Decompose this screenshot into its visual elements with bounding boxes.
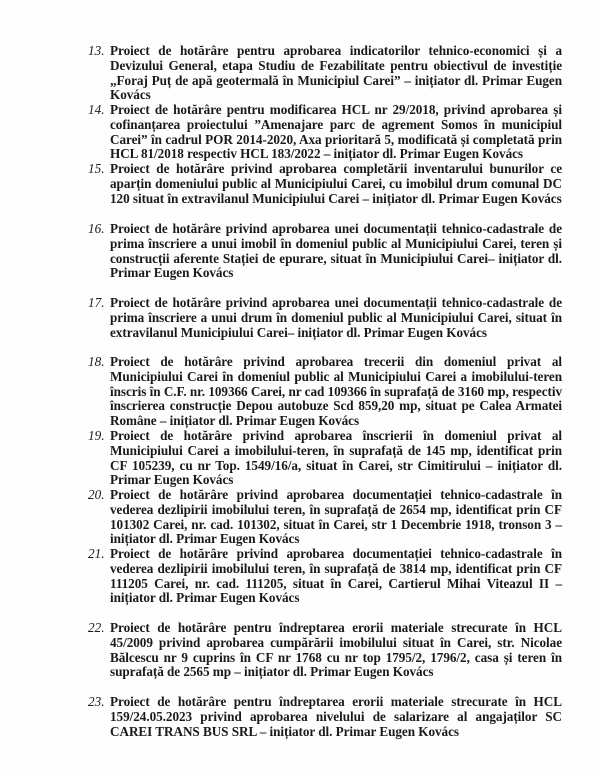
agenda-item-22	[88, 621, 562, 680]
agenda-item-19	[88, 429, 562, 488]
agenda-item-16	[88, 222, 562, 281]
item-text: Proiect de hotărâre privind aprobarea înscrierii în domeniul privat al Municipiului Carei a imobilului-teren, în suprafață de 145 mp, identificat prin CF 105239, cu nr Top. 1549/16/a, situat în Carei, str Cimitirului – inițiator dl. Primar Eugen Kovács	[110, 428, 562, 488]
item-number: 21.	[88, 546, 105, 561]
item-number: 23.	[88, 694, 105, 709]
item-text: Proiect de hotărâre privind aprobarea completării inventarului bunurilor ce aparțin domeniului public al Municipiului Carei, cu imobilul drum comunal DC 120 situat în extravilanul Municipiului Carei – inițiator dl. Primar Eugen Kovács	[110, 161, 562, 206]
item-number: 20.	[88, 487, 105, 502]
item-text: Proiect de hotărâre privind aprobarea documentației tehnico-cadastrale în vederea dezlipirii imobilului teren, în suprafață de 2654 mp, identificat prin CF 101302 Carei, nr. cad. 101302, situat în Carei, str 1 Decembrie 1918, tronson 3 – inițiator dl. Primar Eugen Kovács	[110, 487, 562, 547]
item-text: Proiect de hotărâre privind aprobarea unei documentații tehnico-cadastrale de prima înscriere a unui imobil în domeniul public al Municipiului Carei, teren și construcții aferente Stației de epurare, situat în Municipiului Carei– inițiator dl. Primar Eugen Kovács	[110, 221, 562, 281]
item-number: 18.	[88, 354, 105, 369]
item-number: 16.	[88, 221, 105, 236]
agenda-item-17	[88, 296, 562, 340]
item-number: 19.	[88, 428, 105, 443]
item-number: 14.	[88, 102, 105, 117]
item-text: Proiect de hotărâre privind aprobarea unei documentații tehnico-cadastrale de prima înscriere a unui drum în domeniul public al Municipiului Carei, situat în extravilanul Municipiului Carei– inițiator dl. Primar Eugen Kovács	[110, 295, 562, 340]
item-number: 17.	[88, 295, 105, 310]
agenda-item-18	[88, 355, 562, 429]
agenda-item-23	[88, 695, 562, 739]
agenda-item-15	[88, 162, 562, 206]
item-text: Proiect de hotărâre privind aprobarea documentației tehnico-cadastrale în vederea dezlipirii imobilului teren, în suprafață de 3814 mp, identificat prin CF 111205 Carei, nr. cad. 111205, situat în Carei, Cartierul Mihai Viteazul II – inițiator dl. Primar Eugen Kovács	[110, 546, 562, 606]
item-text: Proiect de hotărâre privind aprobarea trecerii din domeniul privat al Municipiului Carei în domeniul public al Municipiului Carei a imobilului-teren înscris în C.F. nr. 109366 Carei, nr cad 109366 în suprafață de 3160 mp, respectiv înscrierea construcție Depou autobuze Scd 859,20 mp, situat pe Calea Armatei Române – inițiator dl. Primar Eugen Kovács	[110, 354, 562, 429]
agenda-item-14	[88, 103, 562, 162]
item-number: 13.	[88, 43, 105, 58]
agenda-item-20	[88, 488, 562, 547]
item-text: Proiect de hotărâre pentru îndreptarea erorii materiale strecurate în HCL 159/24.05.2023 privind aprobarea nivelului de salarizare al angajaților SC CAREI TRANS BUS SRL – inițiator dl. Primar Eugen Kovács	[110, 694, 562, 739]
item-number: 15.	[88, 161, 105, 176]
item-text: Proiect de hotărâre pentru aprobarea indicatorilor tehnico-economici și a Devizului General, etapa Studiu de Fezabilitate pentru obiectivul de investiție „Foraj Puț de apă geotermală în Municipiul Carei” – inițiator dl. Primar Eugen Kovács	[110, 43, 562, 103]
item-text: Proiect de hotărâre pentru îndreptarea erorii materiale strecurate în HCL 45/2009 privind aprobarea cumpărării imobilului situat în Carei, str. Nicolae Bălcescu nr 9 cuprins în CF nr 1768 cu nr top 1795/2, 1796/2, casa și teren în suprafață de 2565 mp – inițiator dl. Primar Eugen Kovács	[110, 620, 562, 680]
item-number: 22.	[88, 620, 105, 635]
agenda-item-13	[88, 44, 562, 103]
agenda-item-21	[88, 547, 562, 606]
item-text: Proiect de hotărâre pentru modificarea HCL nr 29/2018, privind aprobarea și cofinanțarea proiectului ”Amenajare parc de agrement Somos în municipiul Carei” în cadrul POR 2014-2020, Axa prioritară 5, modificată și completată prin HCL 81/2018 respectiv HCL 183/2022 – inițiator dl. Primar Eugen Kovács	[110, 102, 562, 162]
